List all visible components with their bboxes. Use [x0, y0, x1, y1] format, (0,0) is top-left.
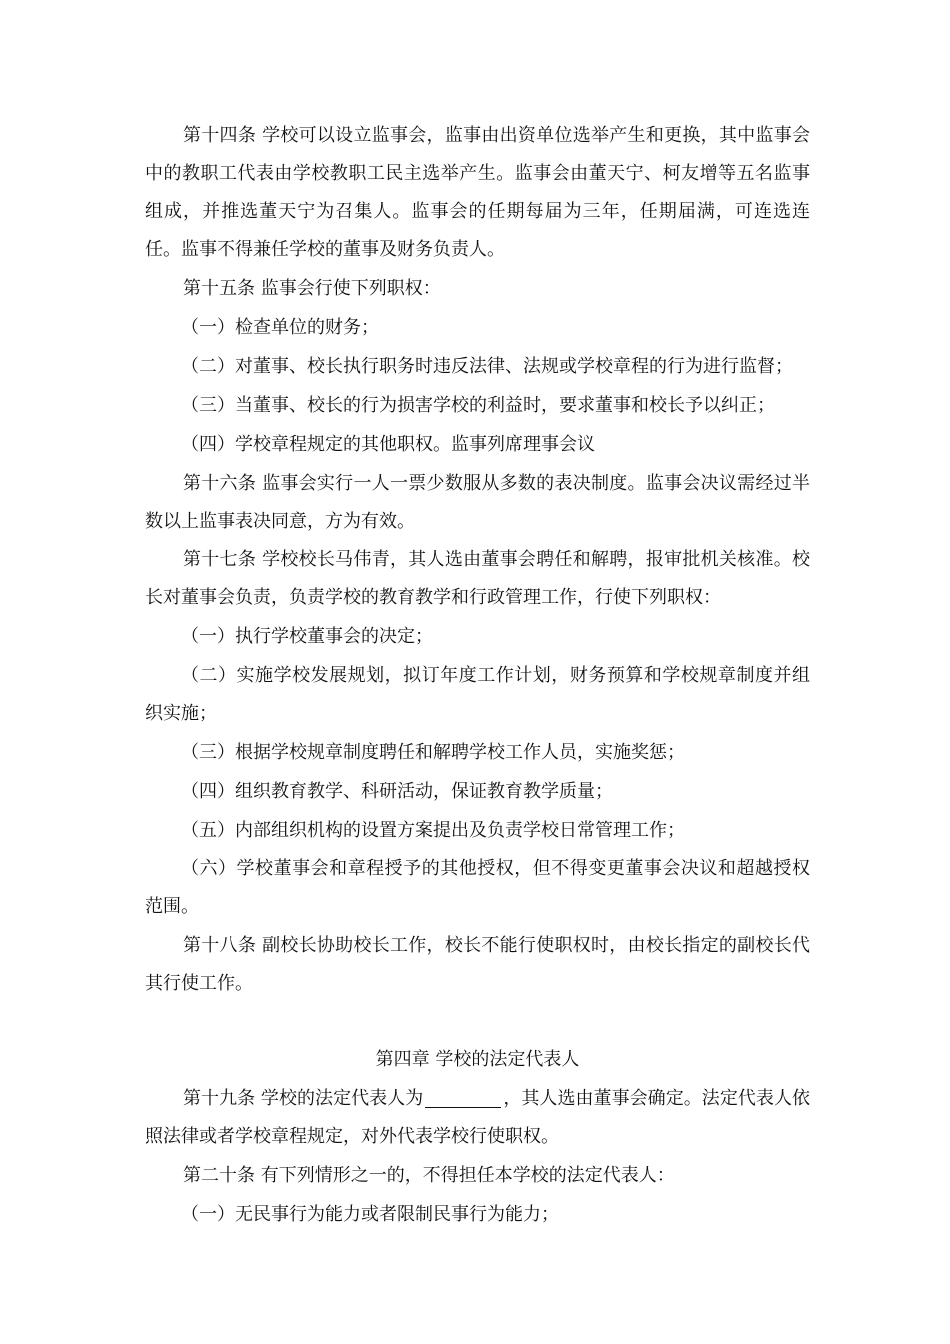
- legal-representative-blank: [425, 1081, 501, 1108]
- article-19-text-after: ，其人选由董事会确定。法定代表人依照法律或者学校章程规定，对外代表学校行使职权。: [145, 1088, 810, 1147]
- chapter-4-heading: 第四章 学校的法定代表人: [375, 1049, 580, 1070]
- article-16: 第十六条 监事会实行一人一票少数服从多数的表决制度。监事会决议需经过半数以上监事表决同意，方为有效。: [145, 473, 810, 532]
- article-17-item-3: （三）根据学校规章制度聘任和解聘学校工作人员，实施奖惩；: [181, 742, 685, 763]
- article-17-item-5: （五）内部组织机构的设置方案提出及负责学校日常管理工作；: [181, 820, 685, 841]
- article-20: 第二十条 有下列情形之一的，不得担任本学校的法定代表人：: [183, 1165, 675, 1186]
- article-19-text-before: 第十九条 学校的法定代表人为: [183, 1088, 424, 1109]
- article-15-item-2: （二）对董事、校长执行职务时违反法律、法规或学校章程的行为进行监督；: [181, 356, 793, 377]
- article-17-item-6: （六）学校董事会和章程授予的其他授权，但不得变更董事会决议和超越授权范围。: [145, 858, 810, 917]
- article-14: 第十四条 学校可以设立监事会，监事由出资单位选举产生和更换，其中监事会中的教职工代表由学校教职工民主选举产生。监事会由董天宁、柯友增等五名监事组成，并推选董天宁为召集人。监事会的任期每届为三年，任期届满，可连选连任。监事不得兼任学校的董事及财务负责人。: [145, 125, 810, 260]
- article-17-item-2: （二）实施学校发展规划，拟订年度工作计划，财务预算和学校规章制度并组织实施；: [145, 665, 810, 724]
- article-17: 第十七条 学校校长马伟青，其人选由董事会聘任和解聘，报审批机关核准。校长对董事会负责，负责学校的教育教学和行政管理工作，行使下列职权：: [145, 549, 810, 608]
- article-15-item-3: （三）当董事、校长的行为损害学校的利益时，要求董事和校长予以纠正；: [181, 395, 775, 416]
- article-19: [145, 1080, 810, 1156]
- article-15-item-4: （四）学校章程规定的其他职权。监事列席理事会议: [181, 434, 595, 455]
- article-17-item-1: （一）执行学校董事会的决定；: [181, 626, 433, 647]
- article-15-item-1: （一）检查单位的财务；: [181, 317, 379, 338]
- article-15: 第十五条 监事会行使下列职权：: [183, 278, 441, 299]
- article-20-item-1: （一）无民事行为能力或者限制民事行为能力；: [181, 1204, 559, 1225]
- article-17-item-4: （四）组织教育教学、科研活动，保证教育教学质量；: [181, 781, 613, 802]
- article-18: 第十八条 副校长协助校长工作，校长不能行使职权时，由校长指定的副校长代其行使工作。: [145, 935, 810, 994]
